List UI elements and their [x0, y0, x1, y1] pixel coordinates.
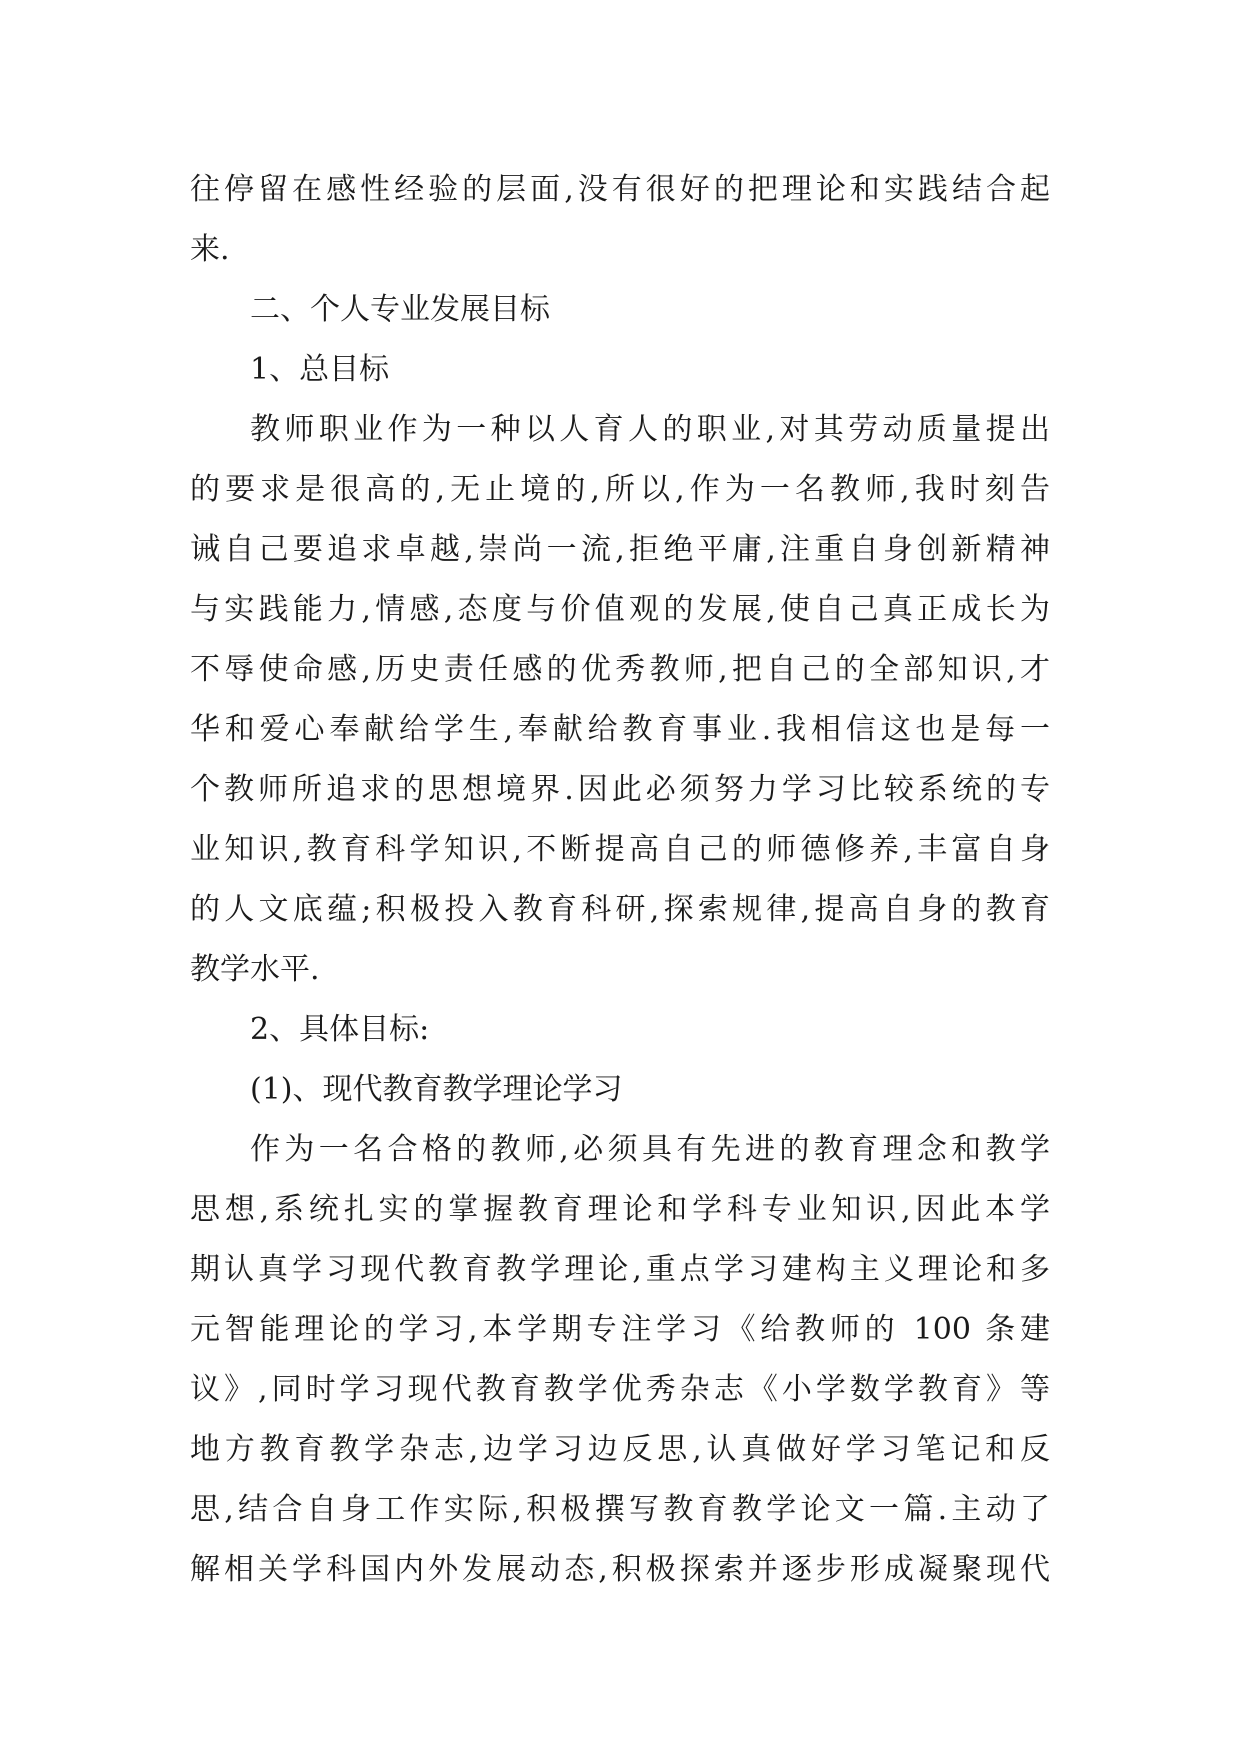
text-line: 不辱使命感,历史责任感的优秀教师,把自己的全部知识,才 — [190, 652, 1050, 687]
section-heading: 二、个人专业发展目标 — [250, 292, 550, 327]
text-line: 个教师所追求的思想境界.因此必须努力学习比较系统的专 — [190, 772, 1050, 807]
text-line: 解相关学科国内外发展动态,积极探索并逐步形成凝聚现代 — [190, 1552, 1050, 1587]
text-line: 思想,系统扎实的掌握教育理论和学科专业知识,因此本学 — [190, 1192, 1050, 1227]
subsection-heading: 1、总目标 — [250, 352, 390, 387]
subsection-heading: 2、具体目标: — [250, 1012, 430, 1047]
text-line: 议》,同时学习现代教育教学优秀杂志《小学数学教育》等 — [190, 1372, 1050, 1407]
subsection-heading: (1)、现代教育教学理论学习 — [250, 1072, 623, 1107]
text-line: 的人文底蕴;积极投入教育科研,探索规律,提高自身的教育 — [190, 892, 1050, 927]
text-line: 与实践能力,情感,态度与价值观的发展,使自己真正成长为 — [190, 592, 1050, 627]
text-line: 地方教育教学杂志,边学习边反思,认真做好学习笔记和反 — [190, 1432, 1050, 1467]
text-line: 华和爱心奉献给学生,奉献给教育事业.我相信这也是每一 — [190, 712, 1050, 747]
text-line: 来. — [190, 232, 230, 267]
text-line: 元智能理论的学习,本学期专注学习《给教师的 100 条建 — [190, 1312, 1050, 1347]
text-line: 诫自己要追求卓越,崇尚一流,拒绝平庸,注重自身创新精神 — [190, 532, 1050, 567]
text-line: 期认真学习现代教育教学理论,重点学习建构主义理论和多 — [190, 1252, 1050, 1287]
text-line: 教学水平. — [190, 952, 320, 987]
text-line: 教师职业作为一种以人育人的职业,对其劳动质量提出 — [250, 412, 1050, 447]
text-line: 作为一名合格的教师,必须具有先进的教育理念和教学 — [250, 1132, 1050, 1167]
text-line: 业知识,教育科学知识,不断提高自己的师德修养,丰富自身 — [190, 832, 1050, 867]
text-line: 思,结合自身工作实际,积极撰写教育教学论文一篇.主动了 — [190, 1492, 1050, 1527]
text-line: 的要求是很高的,无止境的,所以,作为一名教师,我时刻告 — [190, 472, 1050, 507]
document-body — [190, 160, 1050, 1600]
text-line: 往停留在感性经验的层面,没有很好的把理论和实践结合起 — [190, 172, 1050, 207]
